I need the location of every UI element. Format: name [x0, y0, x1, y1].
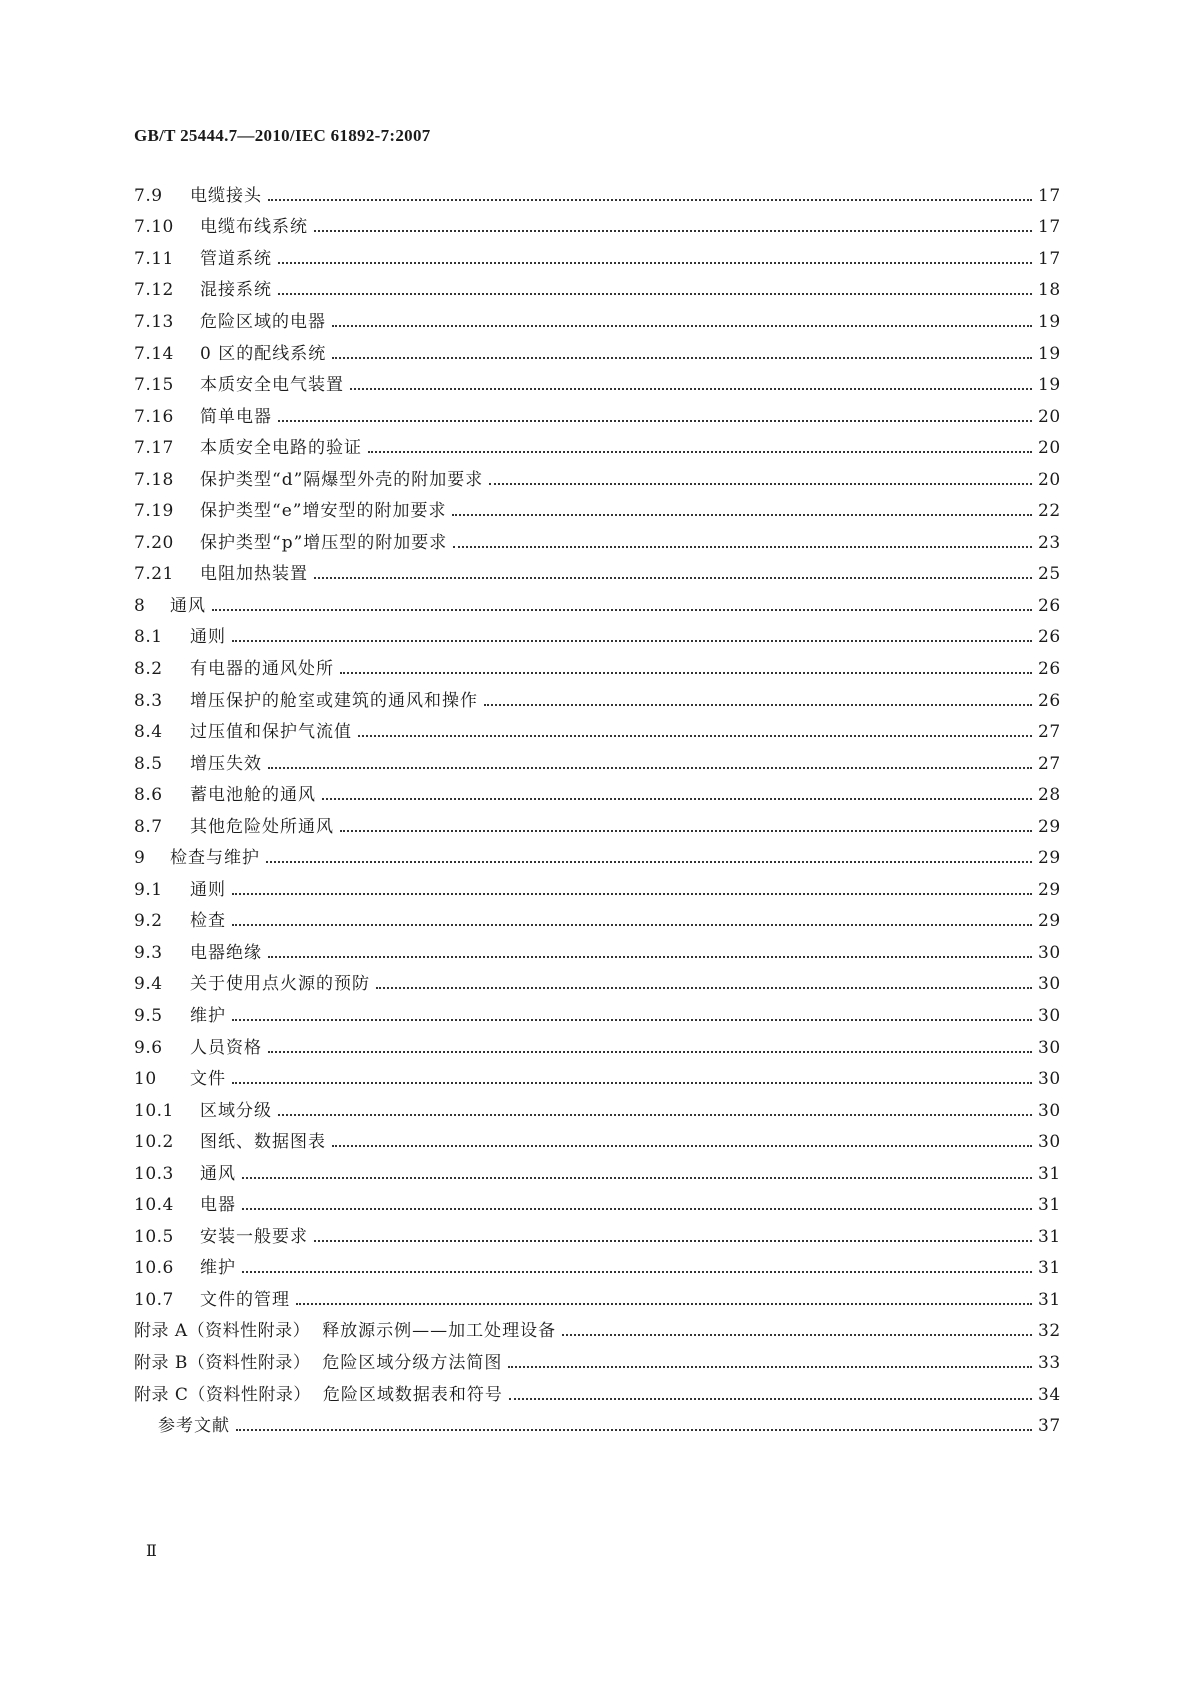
toc-dot-leader: [278, 279, 1032, 295]
toc-entry-title: 维护: [190, 1005, 226, 1026]
toc-entry-page: 28: [1038, 785, 1061, 806]
toc-dot-leader: [332, 311, 1032, 327]
toc-dot-leader: [358, 721, 1032, 737]
toc-entry[interactable]: [134, 1158, 1060, 1190]
toc-entry-title: 参考文献: [158, 1416, 230, 1437]
toc-entry-page: 34: [1038, 1384, 1061, 1405]
toc-dot-leader: [314, 563, 1032, 579]
toc-entry-page: 31: [1038, 1226, 1061, 1247]
toc-dot-leader: [452, 500, 1032, 516]
toc-entry[interactable]: [134, 1379, 1060, 1411]
toc-dot-leader: [242, 1257, 1032, 1273]
toc-entry[interactable]: [134, 716, 1060, 748]
toc-entry-number: 8.5: [134, 753, 163, 774]
toc-dot-leader: [314, 216, 1032, 232]
toc-entry-number: 附录 B（资料性附录）: [134, 1353, 311, 1373]
toc-entry-title: 保护类型“p”增压型的附加要求: [200, 532, 448, 553]
toc-dot-leader: [509, 1384, 1032, 1400]
toc-entry-page: 20: [1038, 469, 1061, 490]
toc-entry[interactable]: [134, 1284, 1060, 1316]
toc-entry[interactable]: [134, 622, 1060, 654]
toc-entry-title: 电阻加热装置: [200, 564, 308, 585]
toc-entry-number: 7.20: [134, 532, 174, 553]
toc-entry-page: 31: [1038, 1163, 1061, 1184]
toc-entry-number: 7.9: [134, 185, 163, 206]
toc-entry-page: 30: [1038, 1005, 1061, 1026]
toc-entry[interactable]: [134, 1000, 1060, 1032]
toc-entry[interactable]: [134, 432, 1060, 464]
toc-entry-number: 8.4: [134, 722, 163, 743]
toc-entry[interactable]: [134, 180, 1060, 212]
toc-entry-title: 有电器的通风处所: [190, 658, 334, 679]
toc-dot-leader: [340, 816, 1032, 832]
toc-entry-page: 29: [1038, 911, 1061, 932]
toc-entry-page: 29: [1038, 848, 1061, 869]
toc-entry-number: 7.21: [134, 564, 174, 585]
toc-entry-page: 19: [1038, 343, 1061, 364]
toc-entry-title: 电缆接头: [190, 185, 262, 206]
toc-entry-number: 9.6: [134, 1037, 163, 1058]
toc-entry-page: 22: [1038, 501, 1061, 522]
toc-dot-leader: [268, 753, 1032, 769]
toc-entry[interactable]: [134, 653, 1060, 685]
toc-dot-leader: [296, 1289, 1032, 1305]
page-number: Ⅱ: [146, 1541, 157, 1560]
toc-entry-page: 17: [1038, 185, 1061, 206]
toc-entry-title: 保护类型“d”隔爆型外壳的附加要求: [200, 469, 484, 490]
toc-entry-page: 31: [1038, 1289, 1061, 1310]
toc-entry[interactable]: [134, 906, 1060, 938]
toc-entry-title: 通风: [170, 595, 206, 616]
toc-entry-title: 电器绝缘: [190, 942, 262, 963]
toc-entry[interactable]: [134, 1221, 1060, 1253]
toc-dot-leader: [376, 973, 1032, 989]
toc-dot-leader: [322, 784, 1032, 800]
toc-entry-number: 7.15: [134, 375, 174, 396]
toc-dot-leader: [368, 437, 1032, 453]
toc-entry-title: 通则: [190, 627, 226, 648]
toc-entry[interactable]: [134, 212, 1060, 244]
toc-entry-page: 26: [1038, 595, 1061, 616]
toc-entry-title: 检查: [190, 911, 226, 932]
toc-dot-leader: [232, 1005, 1032, 1021]
toc-entry[interactable]: [134, 1347, 1060, 1379]
toc-entry-title: 危险区域的电器: [200, 311, 326, 332]
toc-entry-page: 37: [1038, 1416, 1061, 1437]
toc-dot-leader: [266, 847, 1032, 863]
toc-entry-page: 31: [1038, 1195, 1061, 1216]
toc-entry-title: 过压值和保护气流值: [190, 722, 352, 743]
toc-entry-page: 25: [1038, 564, 1061, 585]
toc-entry-title: 保护类型“e”增安型的附加要求: [200, 501, 447, 522]
toc-entry-page: 23: [1038, 532, 1061, 553]
toc-entry-page: 30: [1038, 1069, 1061, 1090]
toc-dot-leader: [232, 626, 1032, 642]
toc-entry[interactable]: [134, 590, 1060, 622]
toc-entry-title: 人员资格: [190, 1037, 262, 1058]
toc-entry[interactable]: [134, 1410, 1060, 1442]
toc-dot-leader: [232, 910, 1032, 926]
toc-entry-number: 7.12: [134, 280, 174, 301]
toc-entry[interactable]: [134, 874, 1060, 906]
toc-entry-title: 安装一般要求: [200, 1226, 308, 1247]
toc-entry-page: 26: [1038, 627, 1061, 648]
toc-dot-leader: [508, 1352, 1032, 1368]
toc-entry[interactable]: [134, 275, 1060, 307]
standard-code-header: GB/T 25444.7—2010/IEC 61892-7:2007: [134, 126, 431, 145]
toc-entry-title: 危险区域数据表和符号: [322, 1384, 503, 1405]
toc-entry-title: 增压失效: [190, 753, 262, 774]
toc-entry[interactable]: [134, 1316, 1060, 1348]
toc-entry[interactable]: [134, 937, 1060, 969]
toc-entry[interactable]: [134, 306, 1060, 338]
toc-entry-title: 本质安全电气装置: [200, 375, 344, 396]
toc-entry-number: 7.14: [134, 343, 174, 364]
toc-dot-leader: [236, 1415, 1032, 1431]
toc-dot-leader: [562, 1320, 1032, 1336]
toc-dot-leader: [232, 1068, 1032, 1084]
toc-dot-leader: [278, 406, 1032, 422]
toc-entry-title: 管道系统: [200, 248, 272, 269]
toc-entry[interactable]: [134, 1032, 1060, 1064]
toc-entry-number: 7.10: [134, 217, 174, 238]
toc-entry-page: 17: [1038, 248, 1061, 269]
toc-entry-title: 增压保护的舱室或建筑的通风和操作: [190, 690, 478, 711]
toc-entry-number: 8.7: [134, 816, 163, 837]
toc-dot-leader: [332, 1131, 1032, 1147]
toc-entry-number: 附录 C（资料性附录）: [134, 1384, 311, 1405]
toc-entry-title: 简单电器: [200, 406, 272, 427]
toc-entry-title: 混接系统: [200, 280, 272, 301]
toc-dot-leader: [453, 532, 1032, 548]
toc-entry[interactable]: [134, 1063, 1060, 1095]
toc-entry[interactable]: [134, 369, 1060, 401]
toc-entry-number: 9.3: [134, 942, 163, 963]
toc-dot-leader: [350, 374, 1032, 390]
toc-entry-page: 30: [1038, 1132, 1061, 1153]
toc-entry[interactable]: [134, 1126, 1060, 1158]
toc-entry-number: 10.7: [134, 1289, 174, 1310]
toc-dot-leader: [278, 1100, 1032, 1116]
toc-dot-leader: [489, 469, 1032, 485]
toc-entry-number: 8.1: [134, 627, 163, 648]
toc-entry[interactable]: [134, 1253, 1060, 1285]
toc-entry-number: 10.4: [134, 1195, 174, 1216]
toc-entry-number: 10.1: [134, 1100, 174, 1121]
toc-entry[interactable]: [134, 464, 1060, 496]
toc-dot-leader: [232, 879, 1032, 895]
toc-dot-leader: [332, 343, 1032, 359]
toc-entry-title: 检查与维护: [170, 848, 260, 869]
toc-entry-page: 30: [1038, 974, 1061, 995]
toc-entry-title: 维护: [200, 1258, 236, 1279]
toc-entry-title: 电缆布线系统: [200, 217, 308, 238]
toc-entry-page: 32: [1038, 1321, 1061, 1342]
toc-entry-title: 其他危险处所通风: [190, 816, 334, 837]
toc-entry-number: 7.19: [134, 501, 174, 522]
toc-entry-page: 29: [1038, 816, 1061, 837]
toc-entry[interactable]: [134, 685, 1060, 717]
toc-dot-leader: [340, 658, 1032, 674]
toc-entry[interactable]: [134, 842, 1060, 874]
toc-entry[interactable]: [134, 338, 1060, 370]
toc-entry-title: 蓄电池舱的通风: [190, 785, 316, 806]
toc-entry-page: 26: [1038, 690, 1061, 711]
toc-entry-page: 27: [1038, 722, 1061, 743]
toc-dot-leader: [242, 1194, 1032, 1210]
table-of-contents: [134, 180, 1060, 1442]
toc-entry[interactable]: [134, 748, 1060, 780]
toc-entry-title: 危险区域分级方法简图: [322, 1353, 503, 1373]
toc-entry-page: 18: [1038, 280, 1061, 301]
toc-entry-title: 本质安全电路的验证: [200, 438, 362, 459]
toc-dot-leader: [212, 595, 1032, 611]
toc-entry-number: 7.11: [134, 248, 174, 269]
toc-entry[interactable]: [134, 243, 1060, 275]
toc-dot-leader: [314, 1226, 1032, 1242]
toc-entry-number: 10.5: [134, 1226, 174, 1247]
toc-entry[interactable]: [134, 527, 1060, 559]
toc-entry-page: 30: [1038, 1037, 1061, 1058]
toc-entry-page: 29: [1038, 879, 1061, 900]
toc-entry-number: 10.3: [134, 1163, 174, 1184]
toc-entry-page: 31: [1038, 1258, 1061, 1279]
toc-entry-title: 区域分级: [200, 1100, 272, 1121]
toc-entry[interactable]: [134, 811, 1060, 843]
toc-entry-number: 9: [134, 848, 146, 869]
toc-dot-leader: [278, 248, 1032, 264]
toc-entry[interactable]: [134, 1190, 1060, 1222]
toc-entry-title: 图纸、数据图表: [200, 1132, 326, 1153]
toc-entry-page: 20: [1038, 438, 1061, 459]
toc-entry-number: 10: [134, 1069, 157, 1090]
toc-entry-number: 8.3: [134, 690, 163, 711]
toc-entry-page: 26: [1038, 658, 1061, 679]
toc-entry-title: 释放源示例——加工处理设备: [322, 1321, 557, 1342]
toc-entry-number: 9.4: [134, 974, 163, 995]
toc-entry[interactable]: [134, 559, 1060, 591]
toc-entry-title: 通则: [190, 879, 226, 900]
toc-dot-leader: [268, 185, 1032, 201]
toc-entry-page: 20: [1038, 406, 1061, 427]
toc-entry-number: 8.2: [134, 658, 163, 679]
toc-entry-page: 19: [1038, 375, 1061, 396]
toc-entry[interactable]: [134, 495, 1060, 527]
toc-entry-title: 文件的管理: [200, 1289, 290, 1310]
toc-entry-number: 7.18: [134, 469, 174, 490]
toc-entry-title: 电器: [200, 1195, 236, 1216]
toc-entry-number: 9.5: [134, 1005, 163, 1026]
toc-entry[interactable]: [134, 969, 1060, 1001]
toc-entry-page: 30: [1038, 1100, 1061, 1121]
toc-entry-number: 8.6: [134, 785, 163, 806]
toc-entry[interactable]: [134, 401, 1060, 433]
toc-entry-title: 关于使用点火源的预防: [190, 974, 370, 995]
toc-entry-page: 19: [1038, 311, 1061, 332]
toc-entry[interactable]: [134, 1095, 1060, 1127]
toc-dot-leader: [268, 1037, 1032, 1053]
toc-entry-number: 7.17: [134, 438, 174, 459]
toc-entry-number: 附录 A（资料性附录）: [134, 1321, 311, 1342]
toc-entry-number: 10.2: [134, 1132, 174, 1153]
toc-dot-leader: [242, 1163, 1032, 1179]
toc-entry-title: 文件: [190, 1069, 226, 1090]
toc-entry-page: 33: [1038, 1353, 1061, 1373]
toc-entry-number: 10.6: [134, 1258, 174, 1279]
toc-entry-number: 9.2: [134, 911, 163, 932]
toc-entry-page: 30: [1038, 942, 1061, 963]
toc-entry[interactable]: [134, 779, 1060, 811]
toc-entry-page: 17: [1038, 217, 1061, 238]
toc-entry-number: 8: [134, 595, 146, 616]
toc-dot-leader: [268, 942, 1032, 958]
toc-entry-page: 27: [1038, 753, 1061, 774]
toc-dot-leader: [484, 690, 1032, 706]
toc-entry-number: 7.13: [134, 311, 174, 332]
toc-entry-number: 7.16: [134, 406, 174, 427]
toc-entry-title: 通风: [200, 1163, 236, 1184]
toc-entry-title: 0 区的配线系统: [200, 343, 327, 364]
toc-entry-number: 9.1: [134, 879, 163, 900]
